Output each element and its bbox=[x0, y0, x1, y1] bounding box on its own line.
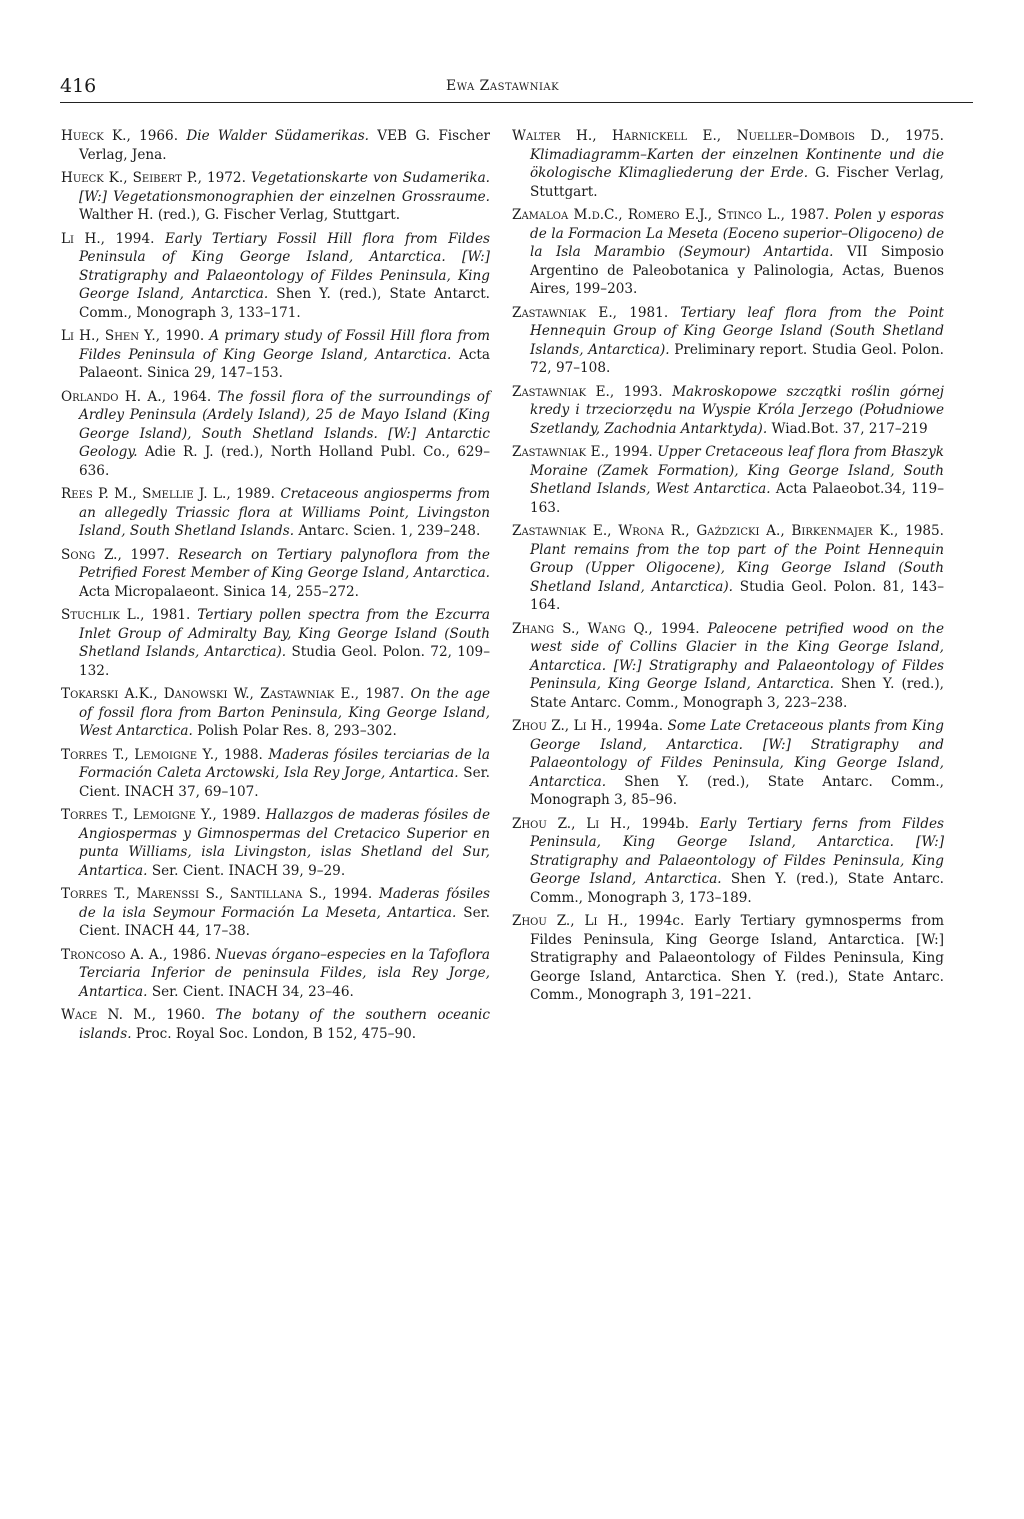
reference-title: Paleocene petrified wood on the west side of Collins Glacier in the King George Island, Antarctica. [W:] Stratigraphy and Palaeontology of Fildes Peninsula, King George Island, Antarctica. bbox=[530, 620, 944, 692]
reference-title: The fossil flora of the surroundings of Ardley Peninsula (Ardely Island), 25 de Mayo Island (King George Island), South Shetland Islands. [W:] Antarctic Geology. bbox=[79, 388, 491, 460]
reference-source: Ser. Cient. INACH 39, 9–29. bbox=[147, 862, 346, 879]
reference-entry bbox=[61, 169, 490, 225]
reference-source: VII Simposio Argentino de Paleobotanica y Palinologia, Actas, Buenos Aires, 199–203. bbox=[530, 244, 944, 297]
reference-title: Tertiary leaf flora from the Point Hennequin Group of King George Island (South Shetland Islands, Antarctica). bbox=[530, 304, 944, 358]
reference-year: , 1994c. bbox=[623, 913, 695, 929]
reference-authors: Zhou Z., Li H. bbox=[512, 718, 608, 734]
reference-title: Early Tertiary ferns from Fildes Peninsula, King George Island, Antarctica. [W:] Stratigraphy and Palaeontology of Fildes Peninsula, King George Island, Antarctica. bbox=[530, 815, 944, 887]
reference-authors: Wace N. M. bbox=[61, 1007, 152, 1023]
reference-source: Shen Y. (red.), State Antarc. Comm., Monograph 3, 85–96. bbox=[530, 773, 944, 808]
reference-authors: Rees P. M., Smellie J. L. bbox=[61, 486, 227, 502]
reference-year: , 1987. bbox=[354, 686, 411, 702]
reference-authors: Song Z. bbox=[61, 546, 118, 563]
page-number: 416 bbox=[60, 75, 97, 97]
reference-year: , 1994. bbox=[100, 230, 165, 247]
reference-title: Vegetationskarte von Sudamerika. [W:] Vegetationsmonographien der einzelnen Grossraume. bbox=[79, 170, 490, 205]
reference-year: , 1981. bbox=[612, 304, 681, 321]
reference-entry bbox=[61, 230, 490, 323]
reference-authors: Walter H., Harnickell E., Nueller–Dombois D. bbox=[512, 128, 886, 144]
reference-entry bbox=[61, 885, 490, 941]
reference-authors: Li H., Shen Y. bbox=[61, 328, 156, 344]
reference-authors: Li H. bbox=[61, 230, 101, 247]
reference-authors: Zastawniak E., Wrona R., Gaździcki A., Birkenmajer K. bbox=[512, 523, 894, 539]
reference-title: Tertiary pollen spectra from the Ezcurra Inlet Group of Admiralty Bay, King George Island (South Shetland Islands, Antarctica). bbox=[79, 607, 490, 660]
reference-authors: Zhou Z., Li H. bbox=[512, 815, 627, 832]
reference-authors: Torres T., Marenssi S., Santillana S. bbox=[61, 886, 323, 902]
reference-year: , 1994. bbox=[604, 444, 658, 460]
reference-source: VEB G. Fischer Verlag, Jena. bbox=[79, 128, 490, 163]
reference-title: Maderas fósiles de la isla Seymour Formación La Meseta, Antartica. bbox=[79, 886, 491, 921]
reference-entry bbox=[61, 546, 490, 602]
header-rule bbox=[60, 102, 973, 103]
reference-source: Shen Y. (red.), State Antarct. Comm., Monograph 3, 133–171. bbox=[79, 286, 490, 321]
reference-source: G. Fischer Verlag, Stuttgart. bbox=[530, 165, 944, 200]
reference-year: , 1987. bbox=[780, 207, 835, 223]
reference-entry bbox=[512, 443, 944, 517]
reference-authors: Torres T., Lemoigne Y. bbox=[61, 807, 213, 823]
reference-entry bbox=[512, 206, 944, 299]
reference-source: Preliminary report. Studia Geol. Polon. 72, 97–108. bbox=[530, 341, 945, 376]
reference-authors: Stuchlik L. bbox=[61, 607, 141, 623]
reference-year: , 1994b. bbox=[626, 815, 700, 832]
reference-title: Some Late Cretaceous plants from King George Island, Antarctica. [W:] Stratigraphy and Palaeontology of Fildes Peninsula, King George Island, Antarctica. bbox=[530, 718, 945, 790]
reference-year: , 1994. bbox=[322, 886, 379, 902]
reference-source: Acta Palaeobot.34, 119–163. bbox=[530, 481, 944, 516]
reference-entry bbox=[61, 127, 490, 164]
reference-title: Makroskopowe szczątki roślin górnej kredy i trzeciorzędu na Wyspie Króla Jerzego (Południowe Szetlandy, Zachodnia Antarktyda). bbox=[530, 383, 944, 437]
reference-title: Die Walder Südamerikas. bbox=[186, 128, 369, 144]
reference-source: Ser. Cient. INACH 34, 23–46. bbox=[147, 983, 354, 1000]
reference-entry bbox=[512, 815, 944, 908]
right-column bbox=[512, 127, 944, 1010]
reference-authors: Zastawniak E. bbox=[512, 383, 610, 400]
reference-authors: Tokarski A.K., Danowski W., Zastawniak E. bbox=[61, 686, 355, 702]
reference-year: , 1990. bbox=[155, 328, 210, 344]
reference-entry bbox=[61, 1006, 490, 1043]
reference-title: Research on Tertiary palynoflora from the Petrified Forest Member of King George Island, Antarctica. bbox=[79, 546, 490, 581]
page-header bbox=[60, 75, 973, 103]
reference-year: , 1997. bbox=[117, 546, 179, 563]
reference-year: , 1960. bbox=[151, 1007, 216, 1023]
reference-entry bbox=[61, 685, 490, 741]
reference-entry bbox=[61, 746, 490, 802]
reference-year: , 1988. bbox=[214, 746, 269, 763]
reference-year: , 1993. bbox=[609, 383, 673, 400]
reference-source: Wiad.Bot. 37, 217–219 bbox=[767, 420, 928, 437]
reference-title: On the age of fossil flora from Barton Peninsula, King George Island, West Antarctica. bbox=[79, 686, 490, 739]
reference-title: A primary study of Fossil Hill flora from Fildes Peninsula of King George Island, Antarctica. bbox=[79, 328, 491, 363]
reference-entry bbox=[61, 806, 490, 880]
reference-entry bbox=[512, 304, 944, 378]
reference-entry bbox=[512, 383, 944, 439]
reference-title: Early Tertiary Fossil Hill flora from Fildes Peninsula of King George Island, Antarctica. [W:] Stratigraphy and Palaeontology of Fildes Peninsula, King George Island, Antarctica. bbox=[79, 230, 490, 302]
reference-year: , 1964. bbox=[161, 388, 218, 405]
reference-authors: Zastawniak E. bbox=[512, 444, 605, 460]
reference-entry bbox=[61, 946, 490, 1002]
running-head: Ewa Zastawniak bbox=[446, 78, 560, 94]
reference-entry bbox=[61, 606, 490, 680]
reference-title: The botany of the southern oceanic islands. bbox=[79, 1007, 490, 1042]
reference-year: , 1972. bbox=[197, 170, 251, 186]
reference-title: Upper Cretaceous leaf flora from Błaszyk Moraine (Zamek Formation), King George Island, South Shetland Islands, West Antarctica. bbox=[530, 444, 944, 497]
reference-year: , 1986. bbox=[163, 946, 216, 963]
reference-source: Acta Palaeont. Sinica 29, 147–153. bbox=[79, 346, 490, 381]
left-column bbox=[61, 127, 490, 1048]
reference-source: Shen Y. (red.), State Antarc. Comm., Monograph 3, 173–189. bbox=[530, 871, 945, 906]
reference-source: Proc. Royal Soc. London, B 152, 475–90. bbox=[131, 1025, 417, 1042]
reference-source: Studia Geol. Polon. 72, 109–132. bbox=[79, 644, 490, 679]
reference-title: Nuevas órgano–especies en la Tafoflora Terciaria Inferior de peninsula Fildes, isla Rey Jorge, Antartica. bbox=[79, 946, 490, 1000]
reference-authors: Torres T., Lemoigne Y. bbox=[61, 746, 215, 763]
reference-year: , 1985. bbox=[893, 523, 945, 539]
reference-entry bbox=[61, 388, 490, 481]
reference-entry bbox=[61, 327, 490, 383]
reference-authors: Zhou Z., Li H. bbox=[512, 913, 624, 929]
reference-source: Polish Polar Res. 8, 293–302. bbox=[192, 723, 397, 739]
reference-source: Studia Geol. Polon. 81, 143–164. bbox=[530, 578, 945, 613]
reference-source: Acta Micropalaeont. Sinica 14, 255–272. bbox=[79, 583, 359, 600]
reference-year: , 1989. bbox=[226, 486, 281, 502]
reference-authors: Zhang S., Wang Q. bbox=[512, 620, 649, 637]
reference-title: Cretaceous angiosperms from an allegedly Triassic flora at Williams Point, Livingston Island, South Shetland Islands. bbox=[79, 486, 490, 539]
reference-authors: Zastawniak E. bbox=[512, 304, 613, 321]
reference-entry bbox=[512, 522, 944, 615]
reference-authors: Hueck K. bbox=[61, 128, 127, 144]
reference-title: Klimadiagramm–Karten der einzelnen Kontinente und die ökologische Klimagliederung der Erde. bbox=[530, 146, 944, 181]
reference-entry bbox=[512, 127, 944, 201]
reference-title: Plant remains from the top part of the Point Hennequin Group (Upper Oligocene), King George Island (South Shetland Island, Antarctica). bbox=[530, 541, 944, 595]
reference-source: Walther H. (red.), G. Fischer Verlag, Stuttgart. bbox=[79, 207, 401, 223]
reference-entry bbox=[61, 485, 490, 541]
reference-entry bbox=[512, 912, 944, 1005]
reference-authors: Orlando H. A. bbox=[61, 388, 162, 405]
reference-authors: Zamaloa M.d.C., Romero E.J., Stinco L. bbox=[512, 207, 781, 223]
reference-source: Antarc. Scien. 1, 239–248. bbox=[294, 523, 481, 539]
reference-entry bbox=[512, 717, 944, 810]
reference-year: , 1989. bbox=[212, 807, 266, 823]
reference-source: Ser. Cient. INACH 44, 17–38. bbox=[79, 904, 490, 939]
reference-source: Shen Y. (red.), State Antarc. Comm., Monograph 3, 223–238. bbox=[530, 676, 944, 711]
reference-authors: Hueck K., Seibert P. bbox=[61, 170, 198, 186]
reference-year: , 1994a. bbox=[607, 718, 668, 734]
reference-authors: Troncoso A. A. bbox=[61, 946, 164, 963]
reference-source: Early Tertiary gymnosperms from Fildes Peninsula, King George Island, Antarctica. [W:] Stratigraphy and Palaeontology of Fildes Peninsula, King George Island, Antarctica. Shen Y. (red.), State Antarc. Comm., Monograph 3, 191–221. bbox=[530, 913, 944, 1003]
reference-year: , 1994. bbox=[648, 620, 708, 637]
reference-source: Ser. Cient. INACH 37, 69–107. bbox=[79, 765, 490, 800]
reference-title: Polen y esporas de la Formacion La Meseta (Eoceno superior–Oligoceno) de la Isla Marambio (Seymour) Antartida. bbox=[530, 207, 944, 260]
reference-source: Adie R. J. (red.), North Holland Publ. Co., 629–636. bbox=[79, 444, 490, 479]
reference-entry bbox=[512, 620, 944, 713]
reference-year: , 1981. bbox=[140, 607, 198, 623]
reference-year: , 1966. bbox=[126, 128, 187, 144]
reference-title: Maderas fósiles terciarias de la Formación Caleta Arctowski, Isla Rey Jorge, Antartica. bbox=[79, 746, 490, 781]
reference-title: Hallazgos de maderas fósiles de Angiospermas y Gimnospermas del Cretacico Superior en punta Williams, isla Livingston, islas Shetland del Sur, Antartica. bbox=[79, 807, 490, 879]
reference-year: , 1975. bbox=[885, 128, 944, 144]
